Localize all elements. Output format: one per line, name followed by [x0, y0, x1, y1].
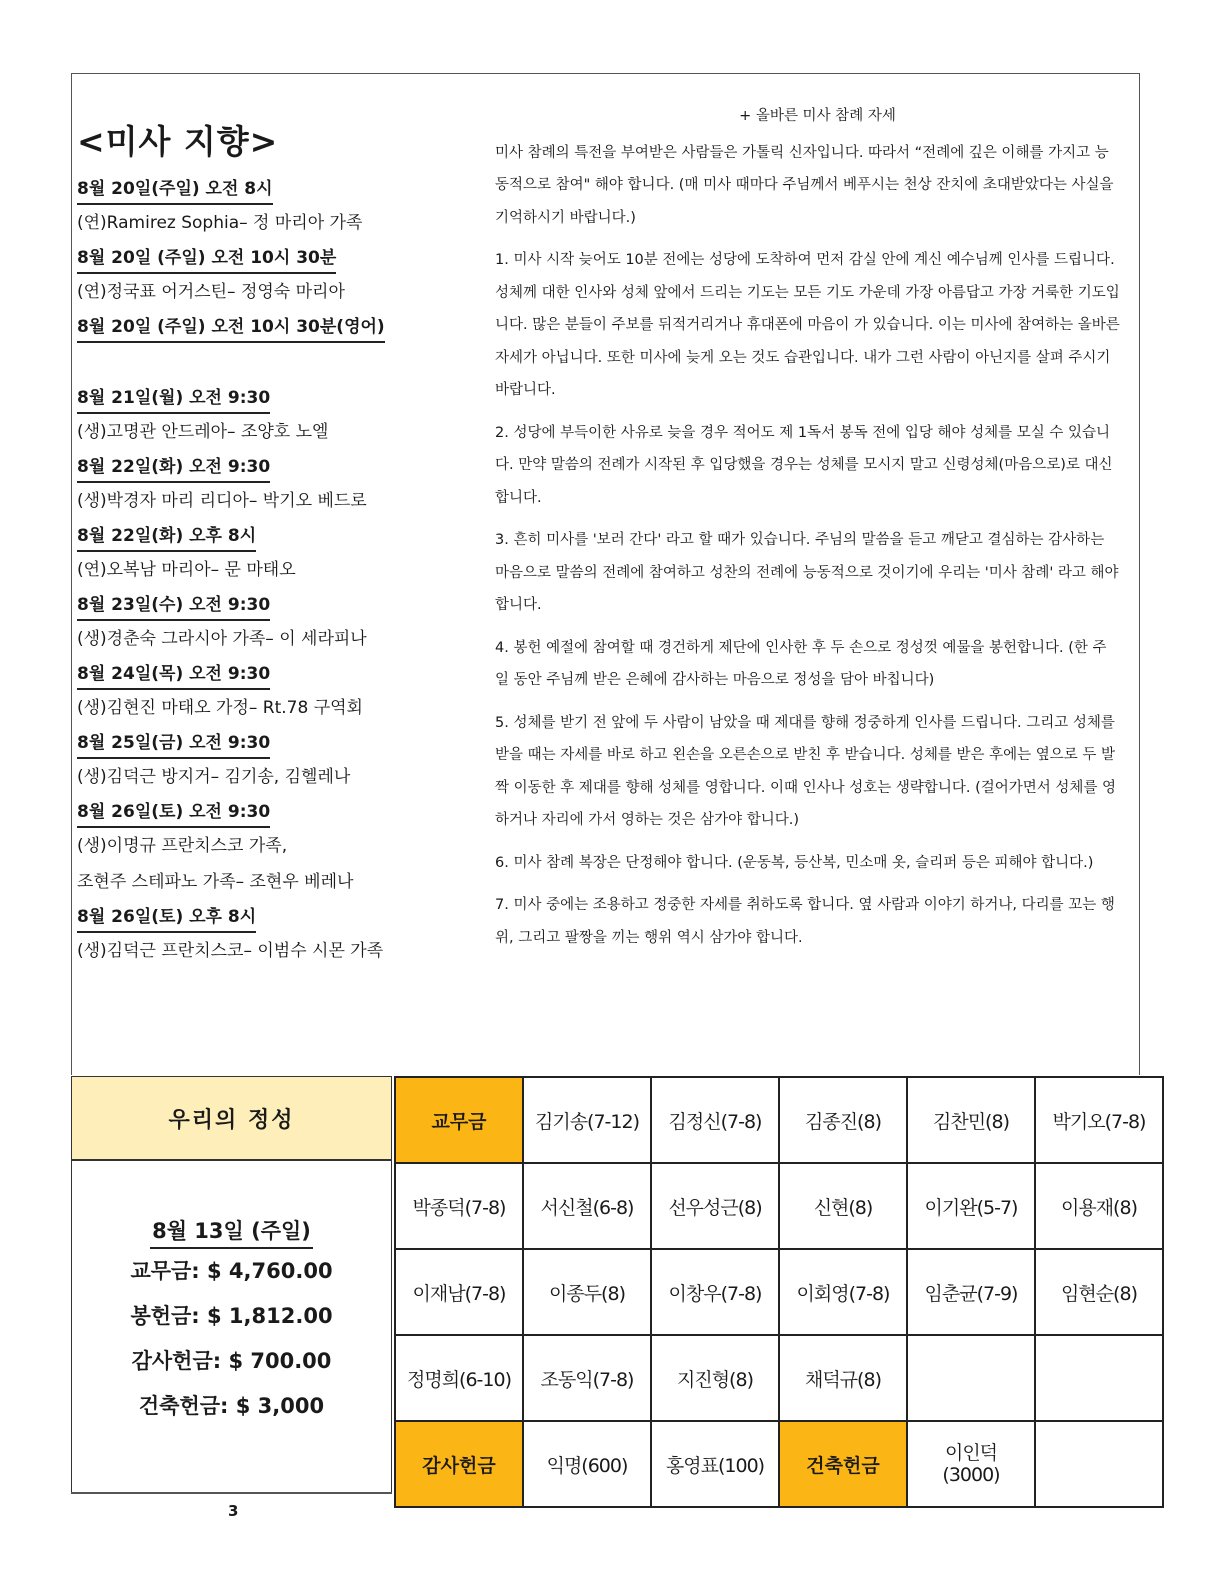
mass-intentions	[77, 118, 457, 969]
donor-cell	[907, 1421, 1035, 1507]
offering-line: 건축헌금: $ 3,000	[138, 1394, 325, 1418]
offering-summary-title: 우리의 정성	[72, 1077, 391, 1161]
donor-amount: (3000)	[942, 1464, 1000, 1486]
donor-cell: 지진형(8)	[651, 1335, 779, 1421]
intention-line: (생)이명규 프란치스코 가족,	[77, 836, 288, 856]
donor-cell: 김기송(7-12)	[523, 1077, 651, 1163]
spacer	[77, 343, 457, 381]
donor-name: 이인덕	[944, 1442, 998, 1464]
article-paragraph: 5. 성체를 받기 전 앞에 두 사람이 남았을 때 제대를 향해 정중하게 인사를 드립니다. 그리고 성체를 받을 때는 자세를 바로 하고 왼손을 오른손으로 받친 후 받습니다. 성체를 받은 후에는 옆으로 두 발짝 이동한 후 제대를 향해 성체를 영합니다. 이때 인사나 성호는 생략합니다. (걸어가면서 성체를 영하거나 자리에 가서 영하는 것은 삼가야 합니다.)	[495, 714, 1117, 828]
article-paragraph: 7. 미사 중에는 조용하고 정중한 자세를 취하도록 합니다. 옆 사람과 이야기 하거나, 다리를 꼬는 행위, 그리고 팔짱을 끼는 행위 역시 삼가야 합니다.	[495, 897, 1115, 946]
donor-row	[395, 1077, 1163, 1163]
intention-line: (연)Ramirez Sophia– 정 마리아 가족	[77, 213, 363, 233]
page-number: 3	[228, 1502, 239, 1520]
empty-cell	[1035, 1335, 1163, 1421]
article-title: + 올바른 미사 참례 자세	[739, 108, 896, 124]
donor-cell: 이용재(8)	[1035, 1163, 1163, 1249]
category-label-cell: 감사헌금	[395, 1421, 523, 1507]
article-paragraph: 4. 봉헌 예절에 참여할 때 경건하게 제단에 인사한 후 두 손으로 정성껏 예물을 봉헌합니다. (한 주일 동안 주님께 받은 은혜에 감사하는 마음으로 정성을 담아 바칩니다)	[495, 639, 1107, 688]
summary-bottom-rule	[71, 1492, 392, 1494]
donor-cell: 선우성근(8)	[651, 1163, 779, 1249]
intention-entry	[77, 172, 457, 241]
intention-heading: 8월 25일(금) 오전 9:30	[77, 730, 270, 759]
article-paragraph: 3. 흔히 미사를 '보러 간다' 라고 할 때가 있습니다. 주님의 말씀을 듣고 깨닫고 결심하는 감사하는 마음으로 말씀의 전례에 참여하고 성찬의 전례에 능동적으로 것이기에 우리는 '미사 참례' 라고 해야 합니다.	[495, 532, 1119, 613]
mass-posture-article	[495, 100, 1120, 964]
intention-entry	[77, 900, 457, 969]
empty-cell	[1035, 1421, 1163, 1507]
intention-entry	[77, 310, 457, 343]
donor-cell: 임춘균(7-9)	[907, 1249, 1035, 1335]
donor-table	[394, 1076, 1164, 1508]
intention-heading: 8월 21일(월) 오전 9:30	[77, 385, 270, 414]
intention-line: (생)고명관 안드레아– 조양호 노엘	[77, 422, 329, 442]
intention-heading: 8월 20일(주일) 오전 8시	[77, 176, 273, 205]
donor-cell: 신현(8)	[779, 1163, 907, 1249]
intention-heading: 8월 23일(수) 오전 9:30	[77, 592, 270, 621]
donor-cell: 이창우(7-8)	[651, 1249, 779, 1335]
donor-cell: 정명희(6-10)	[395, 1335, 523, 1421]
donor-row	[395, 1163, 1163, 1249]
donor-cell: 김정신(7-8)	[651, 1077, 779, 1163]
intention-entry	[77, 381, 457, 450]
intention-heading: 8월 22일(화) 오후 8시	[77, 523, 256, 552]
donor-cell: 채덕규(8)	[779, 1335, 907, 1421]
offering-line: 감사헌금: $ 700.00	[131, 1349, 332, 1373]
empty-cell	[907, 1335, 1035, 1421]
donor-cell: 박기오(7-8)	[1035, 1077, 1163, 1163]
intention-line: 조현주 스테파노 가족– 조현우 베레나	[77, 872, 354, 892]
donor-cell: 홍영표(100)	[651, 1421, 779, 1507]
intention-entry	[77, 519, 457, 588]
donor-cell: 임현순(8)	[1035, 1249, 1163, 1335]
intention-line: (생)김덕근 프란치스코– 이범수 시몬 가족	[77, 941, 384, 961]
donor-cell: 박종덕(7-8)	[395, 1163, 523, 1249]
intention-entry	[77, 726, 457, 795]
intention-heading: 8월 22일(화) 오전 9:30	[77, 454, 270, 483]
intention-line: (연)오복남 마리아– 문 마태오	[77, 560, 296, 580]
intention-entry	[77, 450, 457, 519]
donor-row	[395, 1335, 1163, 1421]
intention-line: (연)정국표 어거스틴– 정영숙 마리아	[77, 282, 345, 302]
article-paragraph: 2. 성당에 부득이한 사유로 늦을 경우 적어도 제 1독서 봉독 전에 입당 해야 성체를 모실 수 있습니다. 만약 말씀의 전례가 시작된 후 입당했을 경우는 성체를 모시지 말고 신령성체(마음으로)로 대신 합니다.	[495, 424, 1113, 506]
donor-row	[395, 1249, 1163, 1335]
offering-date: 8월 13일 (주일)	[72, 1215, 391, 1249]
intention-line: (생)김덕근 방지거– 김기송, 김헬레나	[77, 767, 351, 787]
intention-heading: 8월 26일(토) 오전 9:30	[77, 799, 270, 828]
intention-line: (생)박경자 마리 리디아– 박기오 베드로	[77, 491, 367, 511]
donor-row	[395, 1421, 1163, 1507]
donor-cell: 이재남(7-8)	[395, 1249, 523, 1335]
donor-cell: 서신철(6-8)	[523, 1163, 651, 1249]
intention-heading: 8월 26일(토) 오후 8시	[77, 904, 256, 933]
intention-entry	[77, 588, 457, 657]
offering-summary	[71, 1076, 392, 1494]
donor-cell: 이회영(7-8)	[779, 1249, 907, 1335]
donor-cell: 이종두(8)	[523, 1249, 651, 1335]
donor-cell: 익명(600)	[523, 1421, 651, 1507]
article-paragraph: 1. 미사 시작 늦어도 10분 전에는 성당에 도착하여 먼저 감실 안에 계신 예수님께 인사를 드립니다. 성체께 대한 인사와 성체 앞에서 드리는 기도는 모든 기도 가운데 가장 아름답고 가장 거룩한 기도입니다. 많은 분들이 주보를 뒤적거리거나 휴대폰에 마음이 가 있습니다. 이는 미사에 참여하는 올바른 자세가 아닙니다. 또한 미사에 늦게 오는 것도 습관입니다. 내가 그런 사람이 아닌지를 살펴 주시기 바랍니다.	[495, 252, 1120, 398]
category-label-cell: 교무금	[395, 1077, 523, 1163]
article-paragraph: 미사 참례의 특전을 부여받은 사람들은 가톨릭 신자입니다. 따라서 “전례에 깊은 이해를 가지고 능동적으로 참여" 해야 합니다. (매 미사 때마다 주님께서 베푸시는 천상 잔치에 초대받았다는 사실을 기억하시기 바랍니다.)	[495, 144, 1114, 226]
category-label-cell: 건축헌금	[779, 1421, 907, 1507]
donor-cell: 김찬민(8)	[907, 1077, 1035, 1163]
donor-cell: 조동익(7-8)	[523, 1335, 651, 1421]
offering-line: 봉헌금: $ 1,812.00	[130, 1304, 333, 1328]
donor-cell: 김종진(8)	[779, 1077, 907, 1163]
offering-line: 교무금: $ 4,760.00	[130, 1259, 333, 1283]
article-paragraph: 6. 미사 참례 복장은 단정해야 합니다. (운동복, 등산복, 민소매 옷, 슬리퍼 등은 피해야 합니다.)	[495, 854, 1094, 871]
intention-entry	[77, 657, 457, 726]
donor-cell: 이기완(5-7)	[907, 1163, 1035, 1249]
intention-entry	[77, 795, 457, 900]
intention-heading: 8월 20일 (주일) 오전 10시 30분(영어)	[77, 314, 385, 343]
intention-heading: 8월 24일(목) 오전 9:30	[77, 661, 270, 690]
intention-line: (생)김현진 마태오 가정– Rt.78 구역회	[77, 698, 363, 718]
mass-intentions-title: <미사 지향>	[77, 122, 279, 161]
intention-heading: 8월 20일 (주일) 오전 10시 30분	[77, 245, 336, 274]
intention-line: (생)경춘숙 그라시아 가족– 이 세라피나	[77, 629, 367, 649]
intention-entry	[77, 241, 457, 310]
